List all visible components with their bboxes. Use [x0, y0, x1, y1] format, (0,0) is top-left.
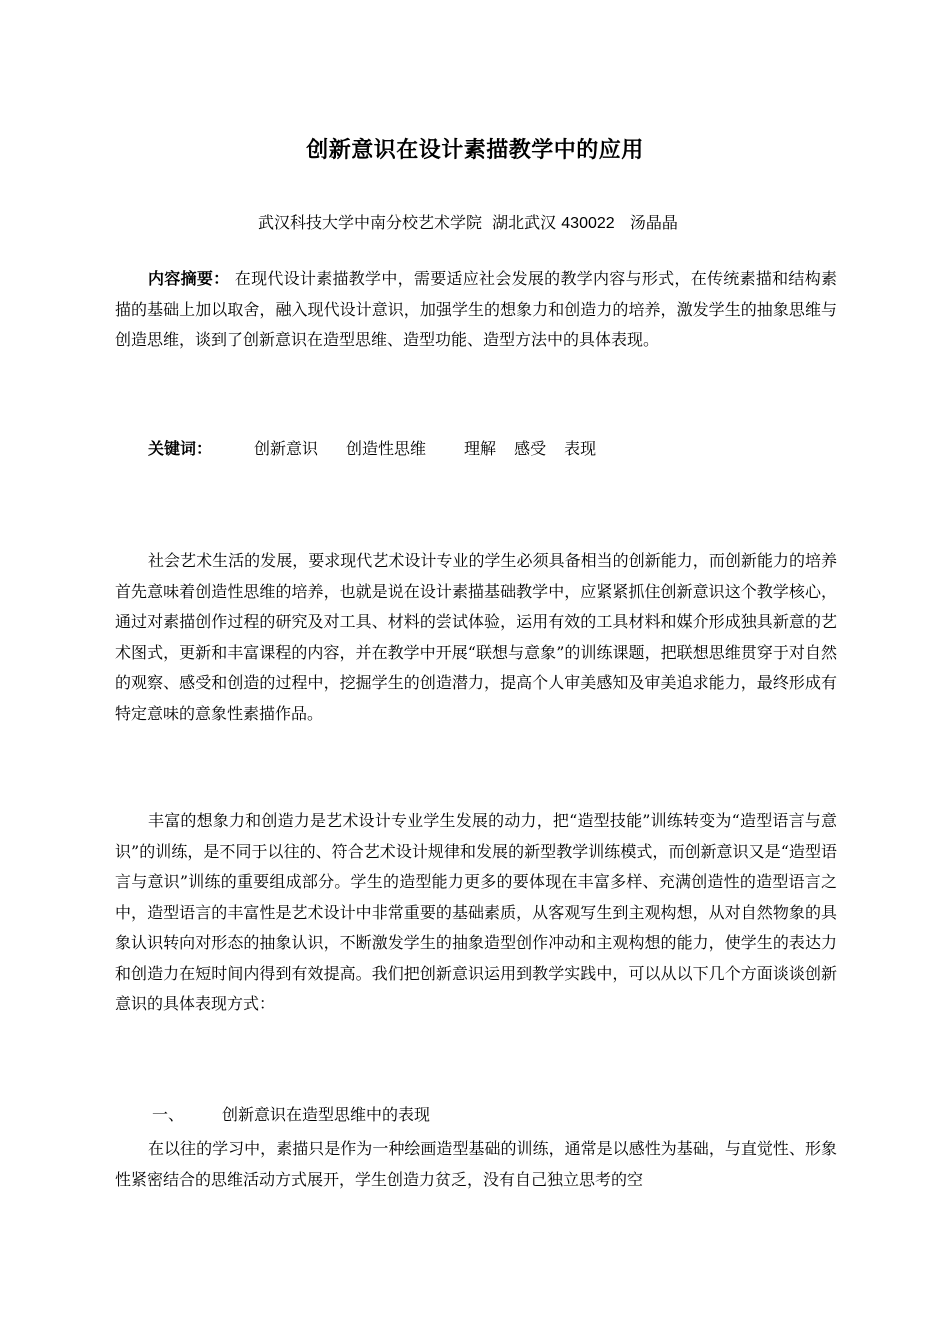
body-paragraph: 丰富的想象力和创造力是艺术设计专业学生发展的动力，把“造型技能”训练转变为“造型语言与意识”的训练，是不同于以往的、符合艺术设计规律和发展的新型教学训练模式，而创新意识又是“造型语言与意识”训练的重要组成部分。学生的造型能力更多的要体现在丰富多样、充满创造性的造型语言之中，造型语言的丰富性是艺术设计中非常重要的基础素质，从客观写生到主观构想，从对自然物象的具象认识转向对形态的抽象认识，不断激发学生的抽象造型创作冲动和主观构想的能力，使学生的表达力和创造力在短时间内得到有效提高。我们把创新意识运用到教学实践中，可以从以下几个方面谈谈创新意识的具体表现方式： — [115, 811, 837, 1013]
keyword-item: 感受 — [514, 439, 547, 458]
author-name: 汤晶晶 — [614, 213, 678, 232]
section-number: 一、 — [152, 1105, 185, 1124]
keyword-item: 表现 — [564, 439, 597, 458]
section-heading — [152, 1100, 430, 1130]
keywords-label: 关键词： — [148, 439, 213, 458]
author-affiliation: 武汉科技大学中南分校艺术学院 湖北武汉 — [258, 213, 562, 232]
author-postcode: 430022 — [561, 215, 615, 232]
abstract-label: 内容摘要： — [148, 269, 230, 288]
keyword-item: 创新意识 — [254, 439, 319, 458]
keyword-item: 理解 — [464, 439, 497, 458]
body-paragraph: 在以往的学习中，素描只是作为一种绘画造型基础的训练，通常是以感性为基础，与直觉性、形象性紧密结合的思维活动方式展开，学生创造力贫乏，没有自己独立思考的空 — [115, 1139, 837, 1189]
abstract-text: 在现代设计素描教学中，需要适应社会发展的教学内容与形式，在传统素描和结构素描的基础上加以取舍，融入现代设计意识，加强学生的想象力和创造力的培养，激发学生的抽象思维与创造思维，谈到了创新意识在造型思维、造型功能、造型方法中的具体表现。 — [115, 269, 837, 349]
section-title: 创新意识在造型思维中的表现 — [222, 1105, 431, 1124]
page-title: 创新意识在设计素描教学中的应用 — [306, 138, 644, 163]
body-paragraph: 社会艺术生活的发展，要求现代艺术设计专业的学生必须具备相当的创新能力，而创新能力的培养首先意味着创造性思维的培养，也就是说在设计素描基础教学中，应紧紧抓住创新意识这个教学核心，通过对素描创作过程的研究及对工具、材料的尝试体验，运用有效的工具材料和媒介形成独具新意的艺术图式，更新和丰富课程的内容，并在教学中开展“联想与意象”的训练课题，把联想思维贯穿于对自然的观察、感受和创造的过程中，挖掘学生的创造潜力，提高个人审美感知及审美追求能力，最终形成有特定意味的意象性素描作品。 — [115, 551, 837, 723]
keywords — [148, 434, 596, 464]
abstract — [115, 264, 837, 356]
keyword-item: 创造性思维 — [346, 439, 427, 458]
author-line — [258, 210, 678, 233]
